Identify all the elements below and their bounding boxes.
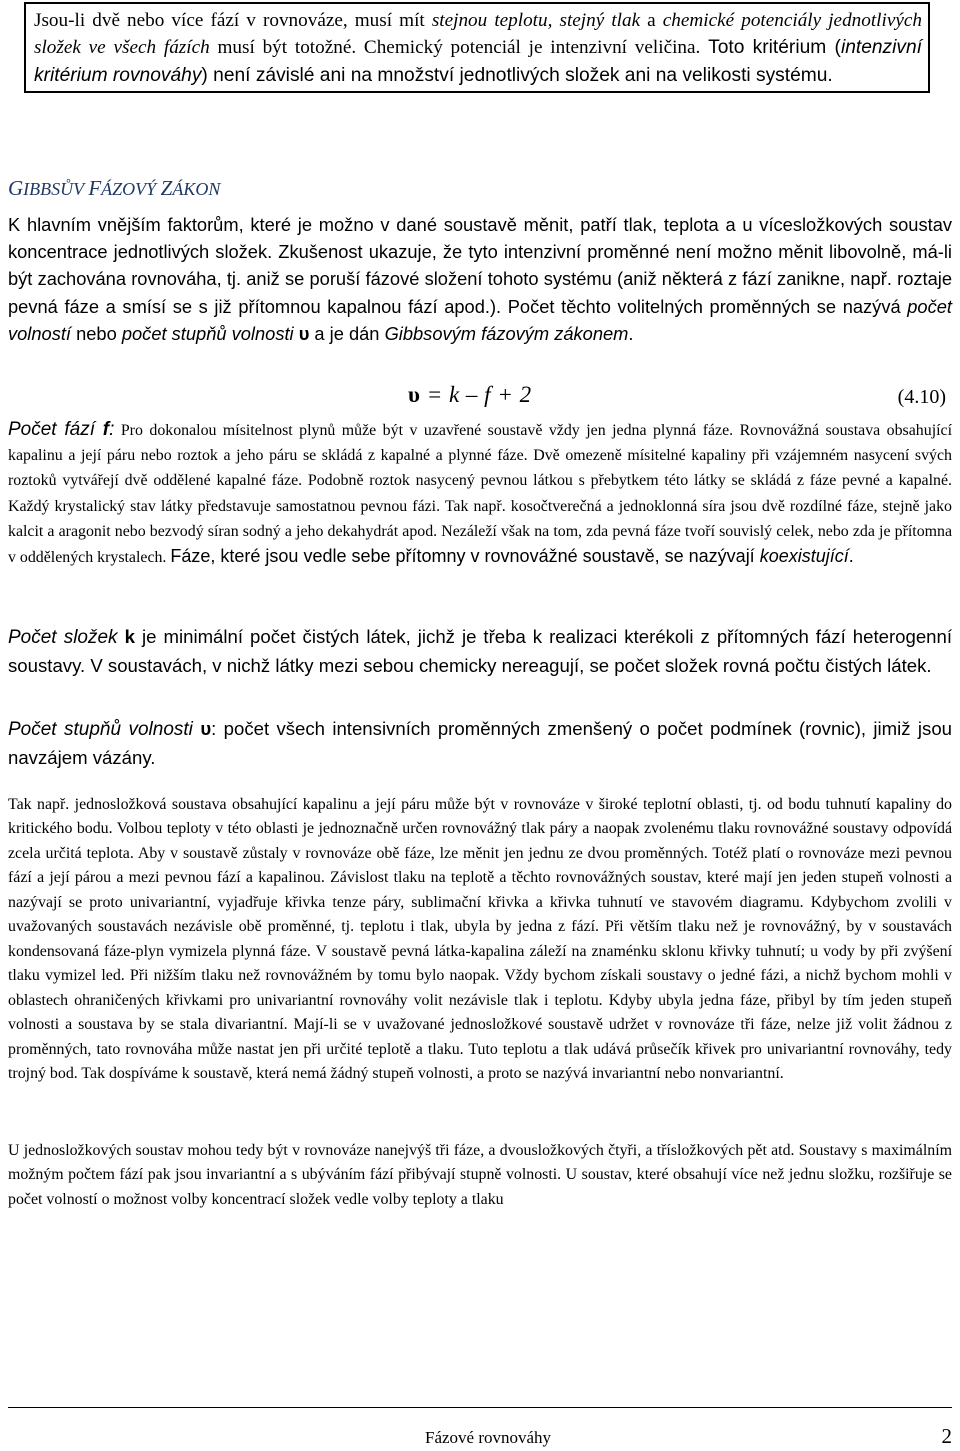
p2-colon: :: [109, 419, 115, 440]
heading-cap-z: Z: [160, 176, 173, 200]
box-text-1: Jsou-li dvě nebo více fází v rovnováze, musí mít: [34, 10, 432, 31]
box-text-3: musí být totožné. Chemický potenciál je intenzivní veličina.: [209, 37, 709, 59]
paragraph-degrees: [8, 715, 952, 773]
footer-title: Fázové rovnováhy: [425, 1428, 552, 1447]
heading-part-3: ÁKON: [172, 179, 221, 199]
section-heading: [8, 176, 220, 201]
heading-cap-g: G: [8, 176, 24, 200]
p1-text-3: a je dán: [309, 322, 385, 344]
p1-italic-3: Gibbsovým fázovým zákonem: [384, 322, 629, 344]
p2-text-2: Fáze, které jsou vedle sebe přítomny v rovnovážné soustavě, se nazývají: [170, 546, 760, 567]
equation-upsilon: υ: [408, 382, 421, 407]
p1-text-1: K hlavním vnějším faktorům, které je možno v dané soustavě měnit, patří tlak, teplota a u vícesložkových soustav koncentrace jednotlivých složek. Zkušenost ukazuje, že tyto intenzivní proměnné není možno měnit libovolně, má-li být zachována rovnováha, tj. aniž se poruší fázové složení tohoto systému (aniž některá z fází zanikne, např. roztaje pevná fáze a smísí se s již přítomnou kapalnou fází apod.). Počet těchto volitelných proměnných se nazývá: [8, 214, 952, 317]
p1-italic-1: počet volností: [8, 295, 952, 344]
box-text-2: a: [640, 10, 663, 31]
p1-text-2: nebo: [71, 322, 122, 344]
p3-lead: Počet složek: [8, 627, 125, 648]
p2-text-3: .: [848, 546, 854, 567]
p5-text-1: Tak např. jednosložková soustava obsahující kapalinu a její páru může být v rovnováze v široké teplotní oblasti, tj. od bodu tuhnutí kapaliny do kritického bodu. Volbou teploty v této oblasti je jednoznačně určen rovnovážný tlak páry a naopak zvolenému tlaku rovnovážné soustavy odpovídá zcela určitá teplota. Aby v soustavě zůstaly v rovnováze obě fáze, lze měnit jen jednu ze dvou proměnných. Totéž platí o rovnováze mezi pevnou fází a její párou a mezi pevnou fází a kapalinou. Závislost tlaku na teplotě a těchto rovnovážných soustav, které mají jen jeden stupeň volnosti a nazývají se proto univariantní, vyjadřuje křivka tenze páry, sublimační křivka a křivka tuhnutí ve stavovém diagramu. Kdybychom zvolili v uvažovaných soustavách nezávisle obě proměnné, tj. teplotu i tlak, ubyla by jedna z fází. Při větším tlaku než je rovnovážný, by v soustavách kondensovaná fáze-plyn vymizela plynná fáze. V soustavě pevná látka-kapalina záleží na znaménku sklonu křivky tuhnutí; u vody by při zvýšení tlaku vymizel led. Při nižším tlaku než rovnovážném by tomu bylo naopak. Vždy bychom získali soustavy o jedné fázi, a nichž bychom mohli v oblastech ohraničených křivkami pro univariantní rovnováhy volit nezávisle tlak i teplotu. Kdyby ubyla jedna fáze, přibyl by tím jeden stupeň volnosti a soustava by se stala divariantní. Mají-li se v uvažované jednosložkové soustavě udržet v rovnováze tři fáze, nelze již volit žádnou z proměnných, tato rovnováha může nastat jen při určité teplotě a tlaku. Tuto teplotu a tlak udává průsečík křivek pro univariantní rovnováhy, tedy trojný bod. Tak dospíváme k soustavě, která nemá žádný stupeň volnosti, a proto se nazývá invariantní nebo nonvariantní.: [8, 796, 952, 1082]
p2-lead-text: Počet fází: [8, 419, 103, 440]
paragraph-components: [8, 623, 952, 681]
p4-lead: Počet stupňů volnosti: [8, 719, 201, 740]
gibbs-equation: [408, 382, 532, 408]
box-italic-2: chemické potenciály jednotlivých složek ve všech fázích: [34, 10, 922, 59]
p2-text-1: Pro dokonalou mísitelnost plynů může být v uzavřené soustavě vždy jen jedna plynná fáze. Rovnovážná soustava obsahující kapalinu a její páru nebo roztok a jeho páru se skládá z kapalné a plynné fáze. Dvě omezeně mísitelné kapaliny při vzájemném nasycení svých roztoků vytvářejí dvě oddělené kapalné fáze. Podobně roztok nasycený pevnou látkou s přebytkem této látky se skládá z fáze pevné a kapalné. Každý krystalický stav látky představuje samostatnou pevnou fázi. Tak např. kosočtverečná a jednoklonná síra jsou dvě rozdílné fáze, stejně jako kalcit a aragonit nebo bezvodý síran sodný a jeho dekahydrát apod. Nezáleží však na tom, zda pevná fáze tvoří souvislý celek, nebo zda je přítomna v oddělených krystalech.: [8, 422, 952, 567]
p2-symbol-f: f: [102, 419, 110, 440]
definition-box: [24, 2, 930, 93]
p1-italic-2: počet stupňů volnosti: [121, 322, 294, 344]
p6-text-1: U jednosložkových soustav mohou tedy být v rovnováze nanejvýš tři fáze, a dvousložkových čtyři, a třísložkových pět atd. Soustavy s maximálním možným počtem fází pak jsou invariantní a s ubýváním fází přibývají stupně volnosti. U soustav, které obsahují více než jednu složku, rozšiřuje se počet volností o možnost volby koncentrací složek vedle volby teploty a tlaku: [8, 1142, 952, 1208]
box-italic-3: intenzivní kritérium rovnováhy: [34, 37, 923, 86]
paragraph-phases: [8, 417, 952, 570]
box-text-5: ) není závislé ani na množství jednotlivých složek ani na velikosti systému.: [201, 64, 833, 86]
equation-number: (4.10): [897, 386, 946, 408]
p2-tail: [170, 546, 853, 566]
heading-part-2: ÁZOVÝ: [101, 179, 161, 199]
equation-row: [8, 382, 952, 416]
p3-symbol-k: k: [124, 626, 136, 647]
paragraph-intro: [8, 211, 952, 347]
p2-lead: [8, 419, 114, 440]
equation-rest: = k – f + 2: [420, 382, 532, 407]
paragraph-summary: [8, 1139, 952, 1212]
p1-text-4: .: [628, 322, 634, 344]
p1-upsilon-symbol: υ: [298, 322, 310, 344]
paragraph-example: [8, 793, 952, 1086]
page-number: 2: [941, 1424, 952, 1448]
heading-part-1: IBBSŮV: [23, 179, 89, 199]
p2-italic-1: koexistující: [759, 546, 849, 567]
footer-rule: [8, 1407, 952, 1408]
p4-text-1: : počet všech intensivních proměnných zmenšený o počet podmínek (rovnic), jimiž jsou navzájem vázány.: [8, 718, 953, 769]
box-text-4: Toto kritérium (: [708, 37, 841, 59]
box-italic-1: stejnou teplotu, stejný tlak: [431, 10, 641, 31]
heading-cap-f: F: [88, 176, 102, 200]
p4-upsilon-symbol: υ: [200, 718, 212, 739]
p3-text-1: je minimální počet čistých látek, jichž je třeba k realizaci kterékoli z přítomných fází heterogenní soustavy. V soustavách, v nichž látky mezi sebou chemicky nereagují, se počet složek rovná počtu čistých látek.: [8, 626, 953, 677]
